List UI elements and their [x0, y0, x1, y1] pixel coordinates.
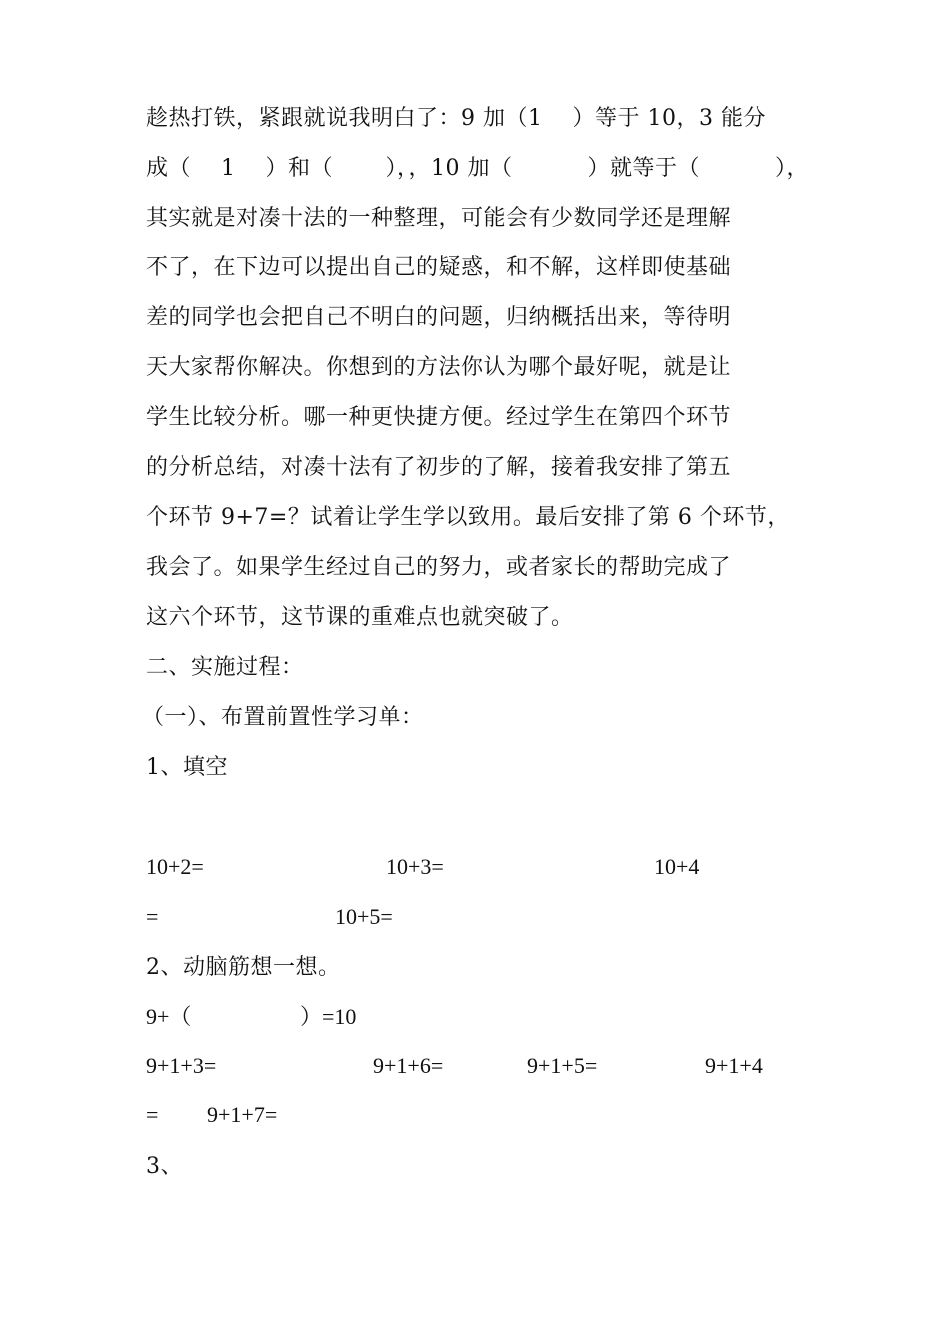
- paragraph-line: 个环节 9+7=？试着让学生学以致用。最后安排了第 6 个环节，: [146, 505, 790, 530]
- paragraph-line: 学生比较分析。哪一种更快捷方便。经过学生在第四个环节: [146, 405, 732, 430]
- section-heading: 二、实施过程：: [146, 655, 304, 680]
- exercise-item: 9+1+3=: [146, 1053, 217, 1078]
- paragraph-line: 的分析总结，对凑十法有了初步的了解，接着我安排了第五: [146, 455, 732, 480]
- exercise-item: 10+3=: [386, 854, 444, 879]
- exercise-item: 9+1+6=: [373, 1053, 444, 1078]
- exercise-item: =: [146, 1102, 159, 1127]
- subsection-heading: （一）、布置前置性学习单：: [142, 705, 424, 730]
- paragraph-line: 天大家帮你解决。你想到的方法你认为哪个最好呢，就是让: [146, 355, 732, 380]
- exercise-item: 9+1+5=: [527, 1053, 598, 1078]
- exercise-1-title: 1、填空: [146, 755, 228, 780]
- exercise-item: 10+5=: [335, 904, 393, 929]
- exercise-item: 9+1+7=: [207, 1102, 278, 1127]
- exercise-2-title: 2、动脑筋想一想。: [146, 955, 341, 980]
- paragraph-line: 我会了。如果学生经过自己的努力，或者家长的帮助完成了: [146, 555, 732, 580]
- exercise-item: 9+（: [146, 1004, 192, 1029]
- paragraph-line: 其实就是对凑十法的一种整理，可能会有少数同学还是理解: [146, 206, 732, 231]
- paragraph-line: 趁热打铁，紧跟就说我明白了：9 加（1 ）等于 10，3 能分: [146, 106, 766, 131]
- exercise-item: 9+1+4: [705, 1053, 763, 1078]
- paragraph-line: 成（ 1 ）和（ ），，10 加（ ）就等于（ ），: [146, 156, 809, 181]
- exercise-item: 10+2=: [146, 854, 204, 879]
- paragraph-line: 这六个环节，这节课的重难点也就突破了。: [146, 605, 574, 630]
- paragraph-line: 差的同学也会把自己不明白的问题，归纳概括出来，等待明: [146, 305, 732, 330]
- paragraph-line: 不了，在下边可以提出自己的疑惑，和不解，这样即使基础: [146, 255, 732, 280]
- exercise-3-title: 3、: [146, 1154, 183, 1179]
- exercise-item: ）=10: [300, 1004, 357, 1029]
- exercise-item: =: [146, 904, 159, 929]
- exercise-item: 10+4: [654, 854, 700, 879]
